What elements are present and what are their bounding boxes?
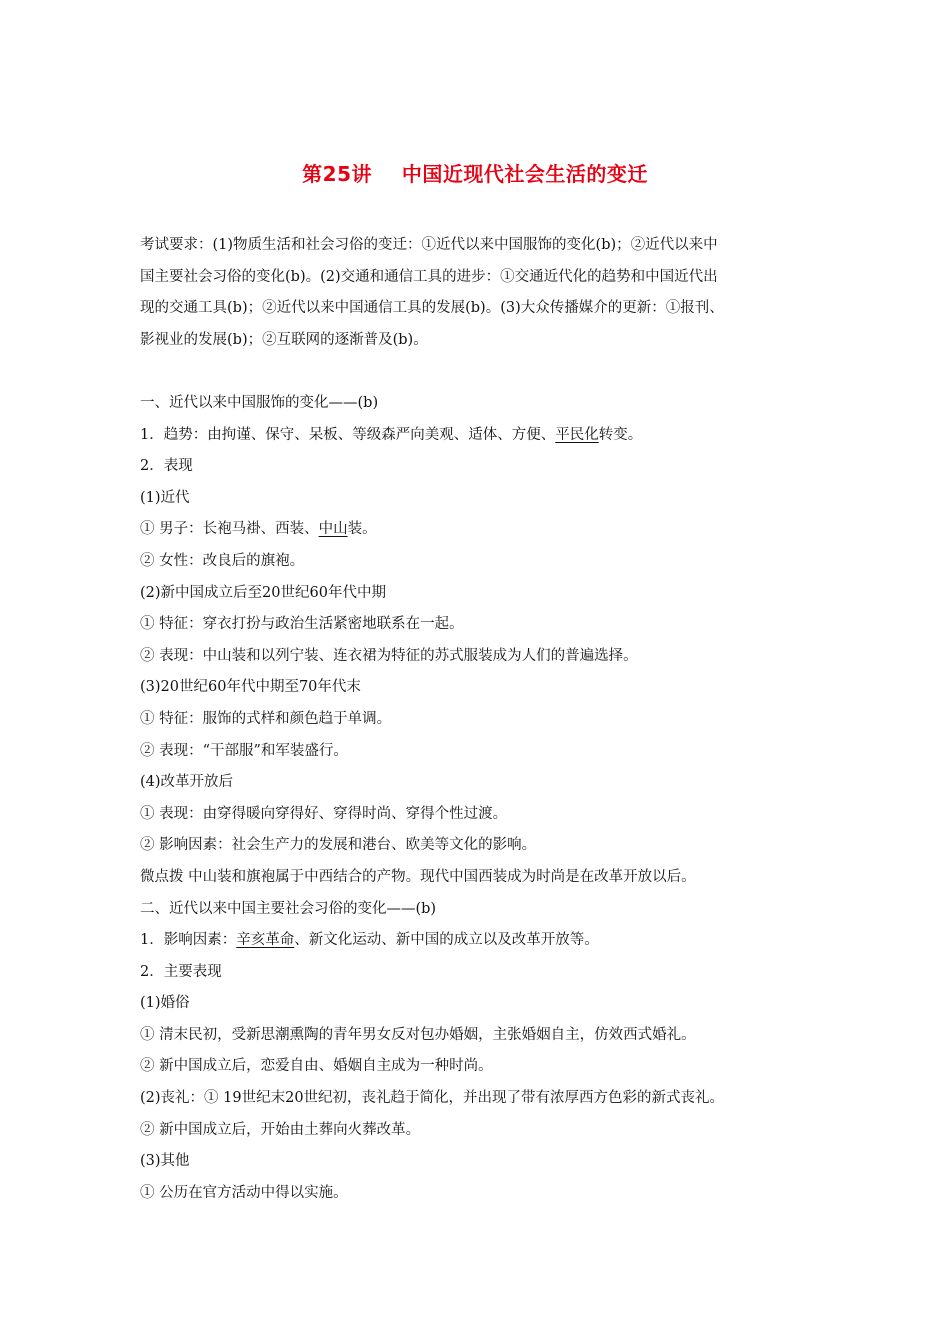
marriage-heading: (1)婚俗 xyxy=(140,995,190,1012)
period-modern: (1)近代 xyxy=(140,489,190,506)
performance-heading: 2．表现 xyxy=(140,458,193,475)
document-body xyxy=(140,388,840,1209)
period-2-performance: ② 表现：中山装和以列宁装、连衣裙为特征的苏式服装成为人们的普遍选择。 xyxy=(140,647,638,664)
factor-line xyxy=(140,925,840,957)
requirements-line: 影视业的发展(b)；②互联网的逐渐普及(b)。 xyxy=(140,331,428,348)
men-clothing-line xyxy=(140,514,840,546)
trend-line xyxy=(140,420,840,452)
trend-text-end: 转变。 xyxy=(598,426,643,443)
tip-line: 微点拨 中山装和旗袍属于中西结合的产物。现代中国西装成为时尚是在改革开放以后。 xyxy=(140,868,696,885)
funeral-item-2: ② 新中国成立后，开始由土葬向火葬改革。 xyxy=(140,1121,421,1138)
trend-keyword: 平民化 xyxy=(555,426,599,443)
period-3-feature: ① 特征：服饰的式样和颜色趋于单调。 xyxy=(140,710,392,727)
period-2: (2)新中国成立后至20世纪60年代中期 xyxy=(140,584,386,601)
men-keyword: 中山 xyxy=(318,521,348,538)
main-performance-heading: 2．主要表现 xyxy=(140,963,222,980)
period-4: (4)改革开放后 xyxy=(140,774,234,791)
requirements-line: 国主要社会习俗的变化(b)。(2)交通和通信工具的进步：①交通近代化的趋势和中国近代出 xyxy=(140,268,718,285)
trend-text: 1．趋势：由拘谨、保守、呆板、等级森严向美观、适体、方便、 xyxy=(140,426,556,443)
period-2-feature: ① 特征：穿衣打扮与政治生活紧密地联系在一起。 xyxy=(140,616,464,633)
other-heading: (3)其他 xyxy=(140,1153,190,1170)
lesson-title: 第25讲 中国近现代社会生活的变迁 xyxy=(302,162,648,186)
other-item-1: ① 公历在官方活动中得以实施。 xyxy=(140,1184,348,1201)
period-3-performance: ② 表现：“干部服”和军装盛行。 xyxy=(140,742,348,759)
requirements-line: 现的交通工具(b)；②近代以来中国通信工具的发展(b)。(3)大众传播媒介的更新：①报刊、 xyxy=(140,300,724,316)
exam-requirements xyxy=(140,230,830,356)
women-clothing-line: ② 女性：改良后的旗袍。 xyxy=(140,552,305,569)
men-text: ① 男子：长袍马褂、西装、 xyxy=(140,521,319,538)
funeral-line: (2)丧礼：① 19世纪末20世纪初，丧礼趋于简化，并出现了带有浓厚西方色彩的新式丧礼。 xyxy=(140,1090,725,1107)
section1-heading: 一、近代以来中国服饰的变化——(b) xyxy=(140,395,379,411)
section2-heading: 二、近代以来中国主要社会习俗的变化——(b) xyxy=(140,900,437,917)
factor-text-end: 、新文化运动、新中国的成立以及改革开放等。 xyxy=(294,932,599,949)
requirements-line: 考试要求：(1)物质生活和社会习俗的变迁：①近代以来中国服饰的变化(b)；②近代以来中 xyxy=(140,237,718,253)
marriage-item-1: ① 清末民初，受新思潮熏陶的青年男女反对包办婚姻，主张婚姻自主，仿效西式婚礼。 xyxy=(140,1026,696,1043)
period-3: (3)20世纪60年代中期至70年代末 xyxy=(140,679,361,696)
period-4-performance: ① 表现：由穿得暖向穿得好、穿得时尚、穿得个性过渡。 xyxy=(140,805,508,822)
factor-keyword: 辛亥革命 xyxy=(236,932,295,949)
period-4-factor: ② 影响因素：社会生产力的发展和港台、欧美等文化的影响。 xyxy=(140,837,537,854)
factor-text: 1．影响因素： xyxy=(140,932,237,949)
men-text-end: 装。 xyxy=(347,521,377,538)
marriage-item-2: ② 新中国成立后，恋爱自由、婚姻自主成为一种时尚。 xyxy=(140,1058,493,1075)
